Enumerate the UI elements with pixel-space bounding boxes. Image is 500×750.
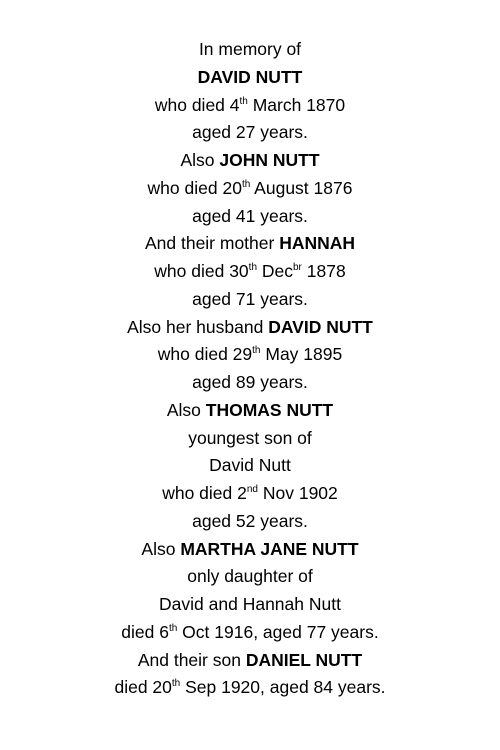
inscription-line: aged 41 years. bbox=[192, 205, 308, 226]
inscription-line: who died 29th May 1895 bbox=[157, 344, 343, 365]
inscription-line: youngest son of bbox=[188, 427, 312, 448]
inscription-line: Also JOHN NUTT bbox=[180, 150, 320, 170]
inscription-line: aged 27 years. bbox=[192, 122, 308, 143]
inscription-line: And their son DANIEL NUTT bbox=[137, 649, 363, 670]
inscription-line: who died 30th Dec$^{br}$ 1878 bbox=[154, 261, 346, 281]
inscription-line: who died 2nd Nov 1902 bbox=[162, 483, 338, 503]
inscription-line: who died 20th August 1876 bbox=[147, 177, 353, 198]
name-john-nutt: JOHN NUTT bbox=[219, 150, 320, 170]
inscription-line: David and Hannah Nutt bbox=[159, 594, 341, 614]
name-martha-jane-nutt: MARTHA JANE NUTT bbox=[180, 538, 359, 559]
inscription-line: aged 71 years. bbox=[192, 288, 308, 309]
name-david-nutt-husband: DAVID NUTT bbox=[268, 316, 373, 337]
inscription-line: only daughter of bbox=[187, 566, 313, 587]
inscription-line: died 6th Oct 1916, aged 77 years. bbox=[121, 621, 379, 642]
inscription-line: Also THOMAS NUTT bbox=[166, 399, 334, 420]
inscription-line: who died 4th March 1870 bbox=[154, 94, 346, 115]
inscription-line: died 20th Sep 1920, aged 84 years. bbox=[114, 677, 386, 698]
inscription-line: David Nutt bbox=[209, 455, 291, 476]
inscription-line: And their mother HANNAH bbox=[144, 233, 356, 254]
inscription-line: aged 89 years. bbox=[192, 372, 308, 392]
inscription-line: Also MARTHA JANE NUTT bbox=[141, 538, 359, 559]
name-thomas-nutt: THOMAS NUTT bbox=[205, 399, 334, 420]
name-daniel-nutt: DANIEL NUTT bbox=[245, 649, 363, 670]
name-david-nutt: DAVID NUTT bbox=[197, 66, 303, 87]
inscription-line: In memory of bbox=[198, 39, 302, 59]
inscription-line: Also her husband DAVID NUTT bbox=[127, 316, 373, 337]
inscription-line: aged 52 years. bbox=[192, 510, 308, 531]
name-hannah: HANNAH bbox=[279, 233, 356, 254]
